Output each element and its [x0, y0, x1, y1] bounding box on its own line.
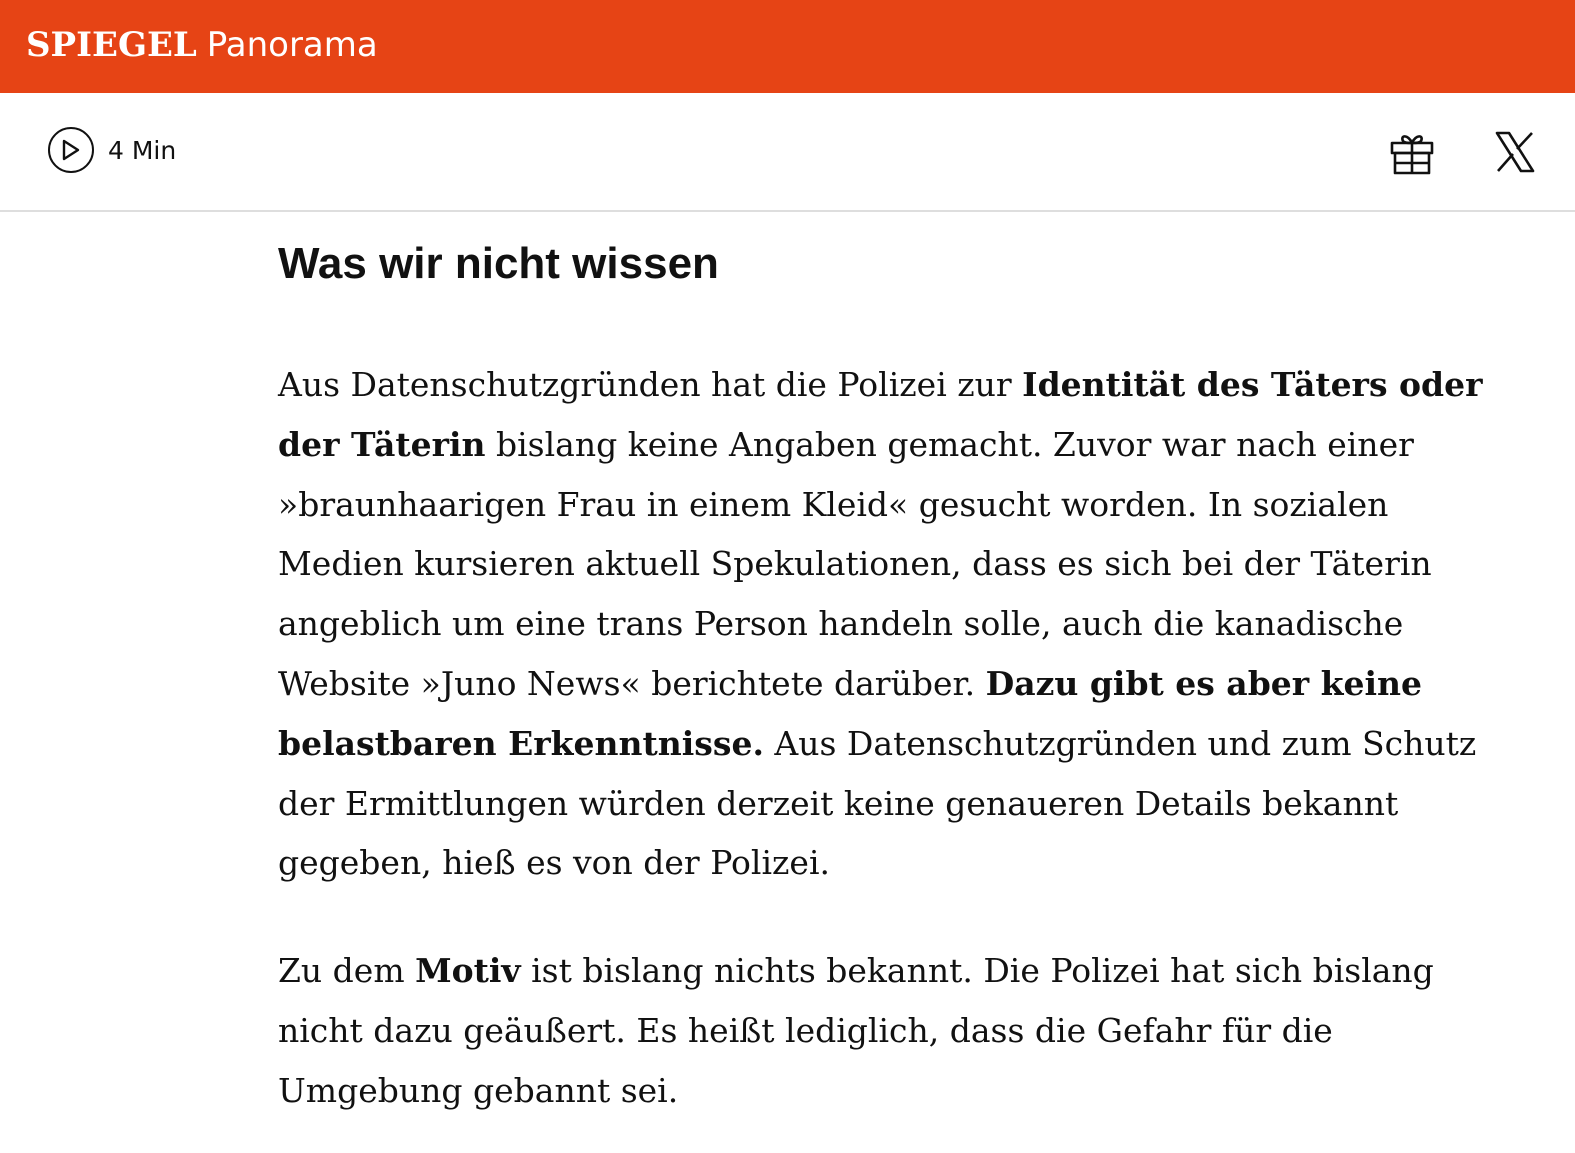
gift-article-button[interactable]: [1388, 129, 1436, 177]
share-x-button[interactable]: [1494, 131, 1536, 173]
gift-icon: [1388, 129, 1436, 177]
paragraph-text: Aus Datenschutzgründen hat die Polizei zur: [278, 365, 1023, 404]
site-header: [0, 0, 1575, 93]
paragraph-bold-text: Identität des Täters oder der Täterin: [278, 365, 1483, 464]
section-label: Panorama: [206, 25, 378, 65]
spiegel-logo: SPIEGEL: [26, 25, 197, 65]
brand-link[interactable]: [26, 24, 378, 70]
audio-duration: 4 Min: [108, 135, 177, 165]
article-paragraph: [278, 941, 1518, 1120]
paragraph-text: bislang keine Angaben gemacht. Zuvor war nach einer »braunhaarigen Frau in einem Kleid« gesucht worden. In sozialen Medien kursieren aktuell Spekulationen, dass es sich bei der Täterin angeblich um eine trans Person handeln solle, auch die kanadische Website »Juno News« berichtete darüber.: [278, 424, 1432, 703]
paragraph-bold-text: Motiv: [415, 951, 521, 991]
paragraph-text: Aus Datenschutzgründen und zum Schutz der Ermittlungen würden derzeit keine genaueren Details bekannt gegeben, hieß es von der Polizei.: [278, 723, 1477, 883]
play-icon: [48, 127, 94, 173]
article-paragraph: [278, 355, 1518, 893]
paragraph-text: ist bislang nichts bekannt. Die Polizei hat sich bislang nicht dazu geäußert. Es heißt lediglich, dass die Gefahr für die Umgebung gebannt sei.: [278, 951, 1434, 1110]
section-heading: Was wir nicht wissen: [278, 239, 719, 288]
x-close-icon: [1494, 131, 1536, 173]
audio-play-button[interactable]: [48, 127, 176, 173]
article-toolbar: [0, 93, 1575, 212]
paragraph-text: Zu dem: [278, 951, 416, 991]
article-body: [278, 212, 1518, 1121]
paragraph-bold-text: Dazu gibt es aber keine belastbaren Erkenntnisse.: [278, 663, 1423, 763]
